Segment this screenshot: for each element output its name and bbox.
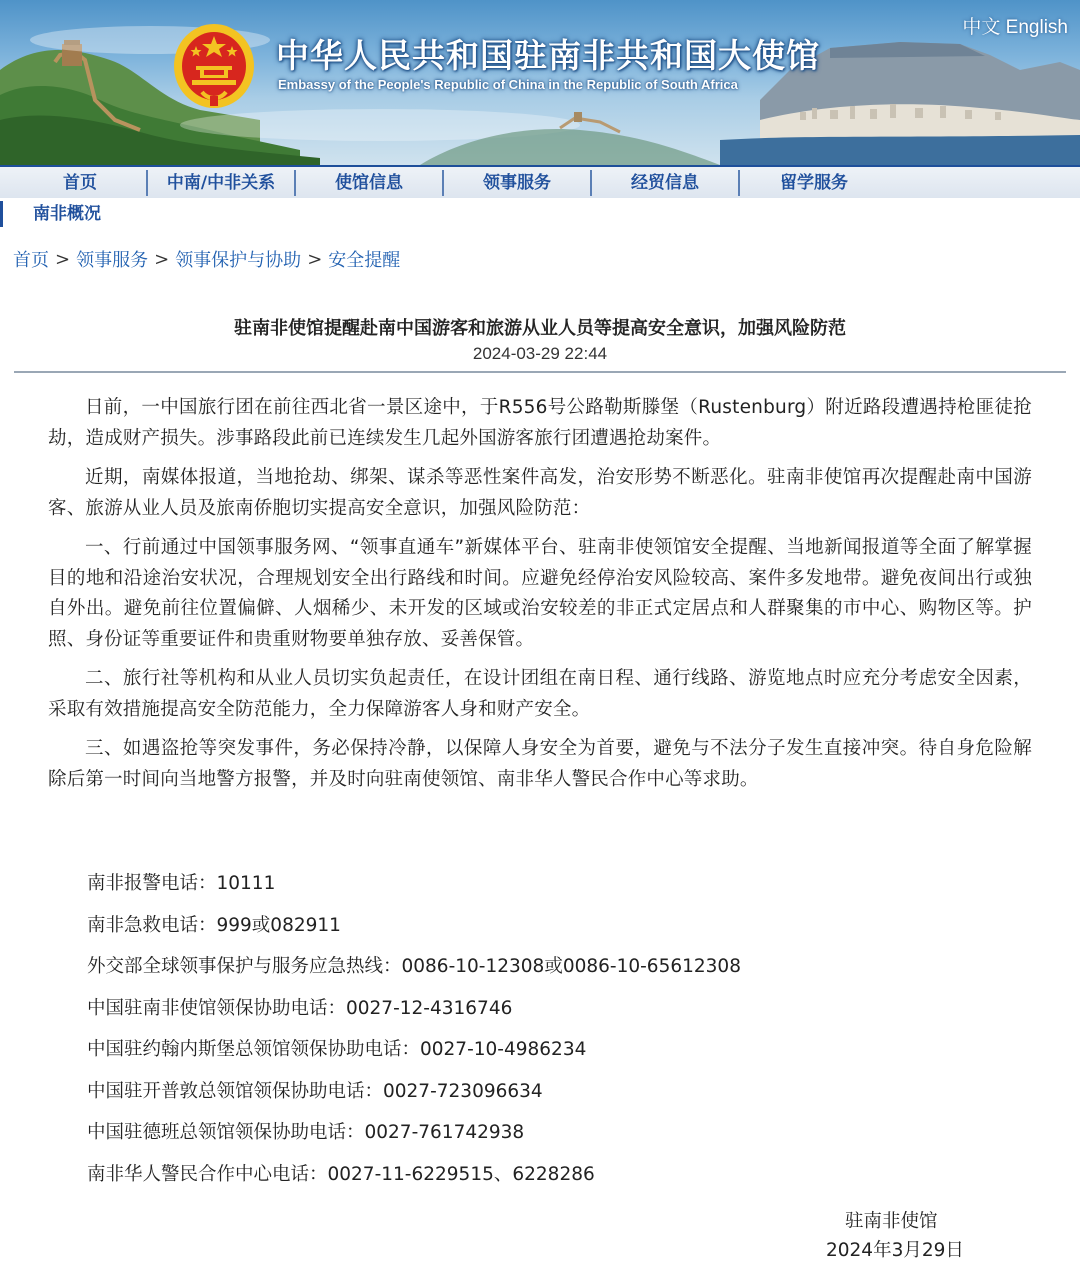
nav-item-economy-trade[interactable]: 经贸信息 — [592, 170, 740, 196]
breadcrumb-home[interactable]: 首页 — [13, 250, 49, 271]
breadcrumb-protection[interactable]: 领事保护与协助 — [175, 250, 302, 271]
national-emblem-icon — [172, 22, 256, 112]
nav-item-consular[interactable]: 领事服务 — [444, 170, 592, 196]
article-date: 2024-03-29 22:44 — [472, 344, 608, 363]
breadcrumb-safety-alert[interactable]: 安全提醒 — [328, 250, 401, 271]
article-body — [0, 373, 1080, 795]
site-title: 中华人民共和国驻南非共和国大使馆 — [276, 36, 820, 75]
lang-chinese-link[interactable]: 中文 — [962, 17, 1001, 38]
article-paragraph: 二、旅行社等机构和从业人员切实负起责任，在设计团组在南日程、通行线路、游览地点时应充分考虑安全因素，采取有效措施提高安全防范能力，全力保障游客人身和财产安全。 — [48, 668, 1032, 720]
site-banner — [0, 0, 1080, 165]
nav-item-study[interactable]: 留学服务 — [780, 172, 848, 193]
breadcrumb-separator: > — [55, 248, 71, 270]
contact-line: 外交部全球领事保护与服务应急热线：0086-10-12308或0086-10-65612308 — [87, 956, 741, 977]
contact-line: 中国驻开普敦总领馆领保协助电话：0027-723096634 — [87, 1080, 543, 1102]
main-nav — [0, 165, 1080, 198]
contact-line: 南非华人警民合作中心电话：0027-11-6229515、6228286 — [87, 1163, 595, 1185]
contact-line: 南非报警电话：10111 — [87, 873, 276, 894]
breadcrumb-separator: > — [154, 248, 170, 270]
breadcrumb-separator: > — [307, 248, 323, 270]
contact-list — [48, 869, 741, 1201]
nav-item-embassy-info[interactable]: 使馆信息 — [296, 170, 444, 196]
article-title: 驻南非使馆提醒赴南中国游客和旅游从业人员等提高安全意识，加强风险防范 — [234, 318, 846, 339]
contact-line: 中国驻约翰内斯堡总领馆领保协助电话：0027-10-4986234 — [87, 1039, 587, 1060]
sub-nav — [0, 198, 1080, 230]
language-switch — [962, 12, 1068, 39]
article-paragraph: 近期，南媒体报道，当地抢劫、绑架、谋杀等恶性案件高发，治安形势不断恶化。驻南非使馆再次提醒赴南中国游客、旅游从业人员及旅南侨胞切实提高安全意识，加强风险防范： — [48, 467, 1032, 519]
signature-date: 2024年3月29日 — [826, 1240, 964, 1261]
article-paragraph: 日前，一中国旅行团在前往西北省一景区途中，于R556号公路勒斯滕堡（Rustenburg）附近路段遭遇持枪匪徒抢劫，造成财产损失。涉事路段此前已连续发生几起外国游客旅行团遭遇抢劫案件。 — [48, 397, 1032, 449]
nav-item-relations[interactable]: 中南/中非关系 — [148, 170, 296, 196]
article-paragraph: 三、如遇盗抢等突发事件，务必保持冷静，以保障人身安全为首要，避免与不法分子发生直接冲突。待自身危险解除后第一时间向当地警方报警，并及时向驻南使领馆、南非华人警民合作中心等求助。 — [48, 738, 1032, 790]
site-subtitle: Embassy of the People's Republic of China in the Republic of South Africa — [278, 77, 738, 92]
nav-item-south-africa-overview[interactable]: 南非概况 — [0, 201, 101, 227]
article-paragraph: 一、行前通过中国领事服务网、“领事直通车”新媒体平台、驻南非使领馆安全提醒、当地新闻报道等全面了解掌握目的地和沿途治安状况，合理规划安全出行路线和时间。应避免经停治安风险较高、案件多发地带。避免夜间出行或独自外出。避免前往位置偏僻、人烟稀少、未开发的区域或治安较差的非正式定居点和人群聚集的市中心、购物区等。护照、身份证等重要证件和贵重财物要单独存放、妥善保管。 — [48, 537, 1032, 650]
contact-line: 南非急救电话：999或082911 — [87, 914, 341, 936]
lang-english-link[interactable]: English — [1005, 17, 1068, 38]
breadcrumb-consular[interactable]: 领事服务 — [76, 250, 149, 271]
nav-item-home[interactable]: 首页 — [14, 170, 148, 196]
contact-line: 中国驻南非使馆领保协助电话：0027-12-4316746 — [87, 997, 513, 1019]
breadcrumb — [0, 244, 1080, 274]
signature-organization: 驻南非使馆 — [845, 1211, 938, 1232]
contact-line: 中国驻德班总领馆领保协助电话：0027-761742938 — [87, 1122, 525, 1143]
